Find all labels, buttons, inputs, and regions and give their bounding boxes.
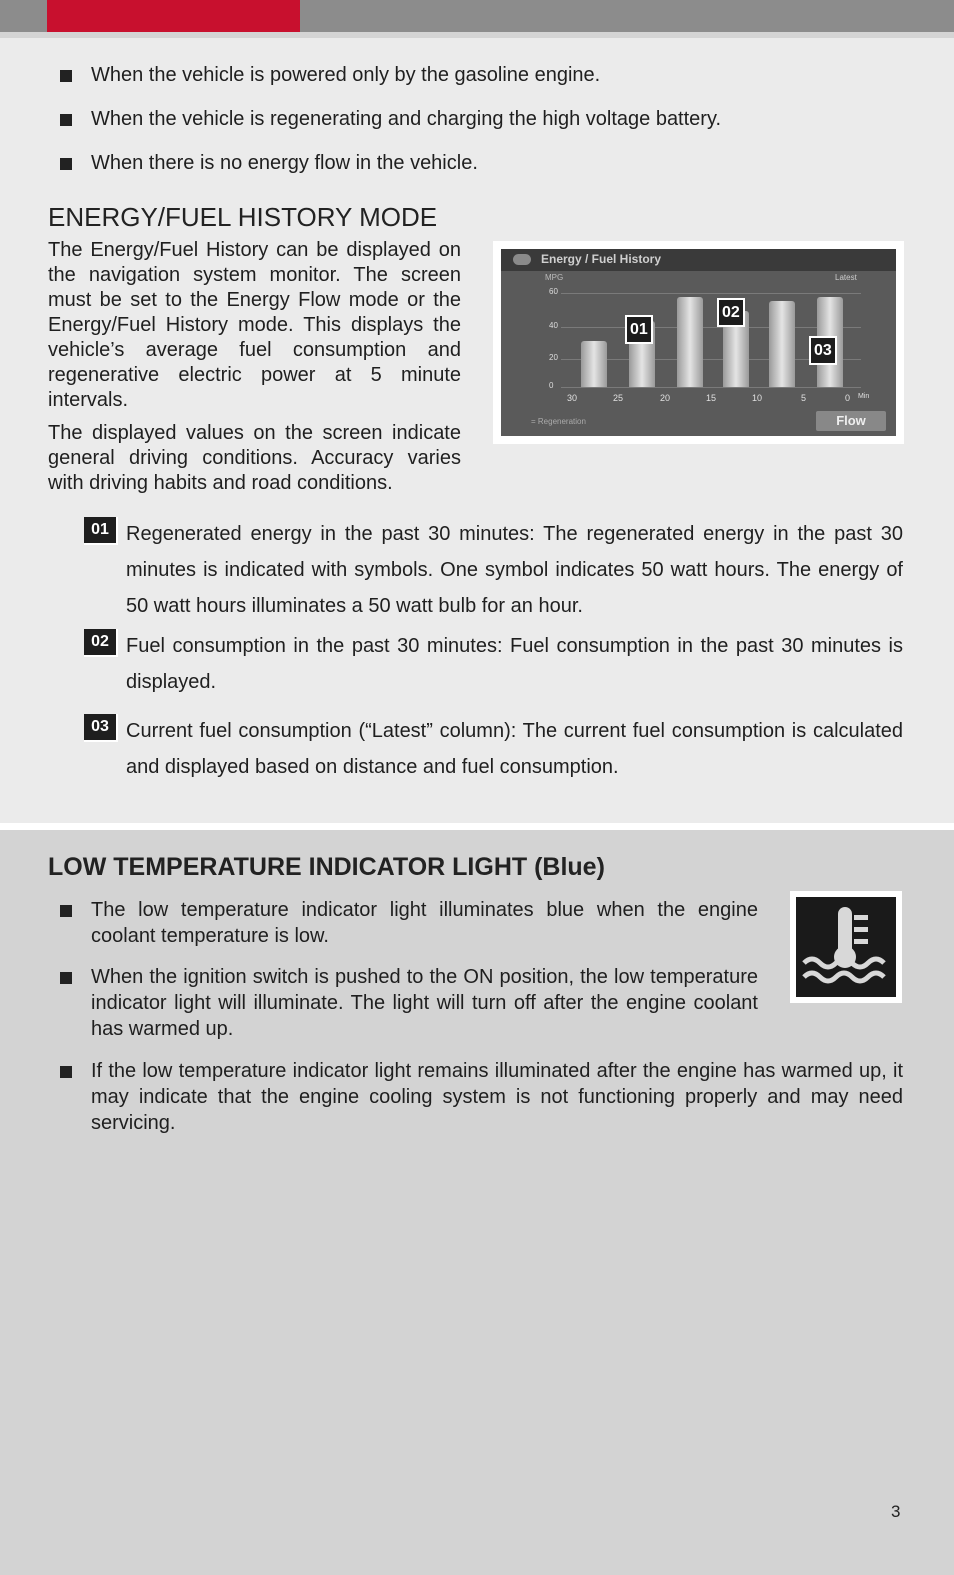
- paragraph: The displayed values on the screen indicate general driving conditions. Accuracy varies with driving habits and road conditions.: [48, 422, 461, 494]
- item-text: Current fuel consumption (“Latest” column): The current fuel consumption is calculated and displayed based on distance and fuel consumption.: [126, 720, 903, 778]
- x-tick-label: 5: [801, 393, 807, 403]
- item-text: Fuel consumption in the past 30 minutes: Fuel consumption in the past 30 minutes is displayed.: [126, 635, 903, 693]
- header-accent: [47, 0, 300, 32]
- screen-legend: = Regeneration: [531, 417, 586, 426]
- screen-unit-label: MPG: [545, 273, 564, 282]
- paragraph: The Energy/Fuel History can be displayed on the navigation system monitor. The screen must be set to the Energy Flow mode or the Energy/Fuel History mode. This displays the vehicle’s average fuel consumption and regenerative electric power at 5 minute intervals.: [48, 239, 461, 411]
- flow-button: Flow: [816, 411, 886, 431]
- item-badge-03: 03: [84, 714, 118, 742]
- bullet-square-icon: [60, 158, 72, 170]
- low-temperature-indicator-image: [790, 891, 902, 1003]
- bullet-text: When the vehicle is regenerating and charging the high voltage battery.: [91, 108, 722, 130]
- bullet-square-icon: [60, 70, 72, 82]
- y-tick-label: 0: [549, 381, 554, 390]
- bullet-square-icon: [60, 1066, 72, 1078]
- callout-01: 01: [625, 315, 653, 344]
- screen-title-bar: [501, 249, 896, 271]
- section-heading: ENERGY/FUEL HISTORY MODE: [48, 202, 438, 232]
- section-heading: LOW TEMPERATURE INDICATOR LIGHT (Blue): [48, 853, 605, 881]
- item-badge-02: 02: [84, 629, 118, 657]
- history-bar: [769, 301, 795, 387]
- bullet-square-icon: [60, 114, 72, 126]
- x-tick-label: 0: [845, 393, 851, 403]
- screen-latest-label: Latest: [835, 273, 857, 282]
- bullet-text: If the low temperature indicator light remains illuminated after the engine has warmed up, it may indicate that the engine cooling system is not functioning properly and may need servicing.: [91, 1060, 903, 1134]
- page-number: 3: [891, 1502, 901, 1521]
- y-tick-label: 60: [549, 287, 558, 296]
- navigation-screen: [501, 249, 896, 436]
- grid-line: [561, 387, 861, 388]
- grid-line: [561, 293, 861, 294]
- coolant-temperature-icon: [796, 897, 896, 997]
- bullet-text: The low temperature indicator light illuminates blue when the engine coolant temperature is low.: [91, 899, 758, 947]
- callout-02: 02: [717, 298, 745, 327]
- item-badge-01: 01: [84, 517, 118, 545]
- x-tick-label: 20: [660, 393, 671, 403]
- energy-fuel-history-screenshot: [493, 241, 904, 444]
- item-text: Regenerated energy in the past 30 minutes: The regenerated energy in the past 30 minutes is indicated with symbols. One symbol indicates 50 watt hours. The energy of 50 watt hours illuminates a 50 watt bulb for an hour.: [126, 523, 903, 617]
- bullet-square-icon: [60, 972, 72, 984]
- bullet-text: When there is no energy flow in the vehicle.: [91, 152, 478, 174]
- x-tick-label: Min: [858, 393, 870, 400]
- grid-line: [561, 327, 861, 328]
- history-bar: [581, 341, 607, 387]
- callout-03: 03: [809, 336, 837, 365]
- history-bar: [677, 297, 703, 387]
- header-bar: [0, 0, 954, 32]
- bullet-text: When the ignition switch is pushed to the ON position, the low temperature indicator light will illuminate. The light will turn off after the engine coolant has warmed up.: [91, 966, 758, 1040]
- x-tick-label: 15: [706, 393, 717, 403]
- x-tick-label: 25: [613, 393, 624, 403]
- y-tick-label: 40: [549, 321, 558, 330]
- x-tick-label: 30: [567, 393, 578, 403]
- y-tick-label: 20: [549, 353, 558, 362]
- x-tick-label: 10: [752, 393, 763, 403]
- car-icon: [513, 254, 531, 265]
- bullet-square-icon: [60, 905, 72, 917]
- section-divider: [0, 823, 954, 830]
- screen-title: Energy / Fuel History: [541, 252, 662, 266]
- bullet-text: When the vehicle is powered only by the gasoline engine.: [91, 64, 601, 86]
